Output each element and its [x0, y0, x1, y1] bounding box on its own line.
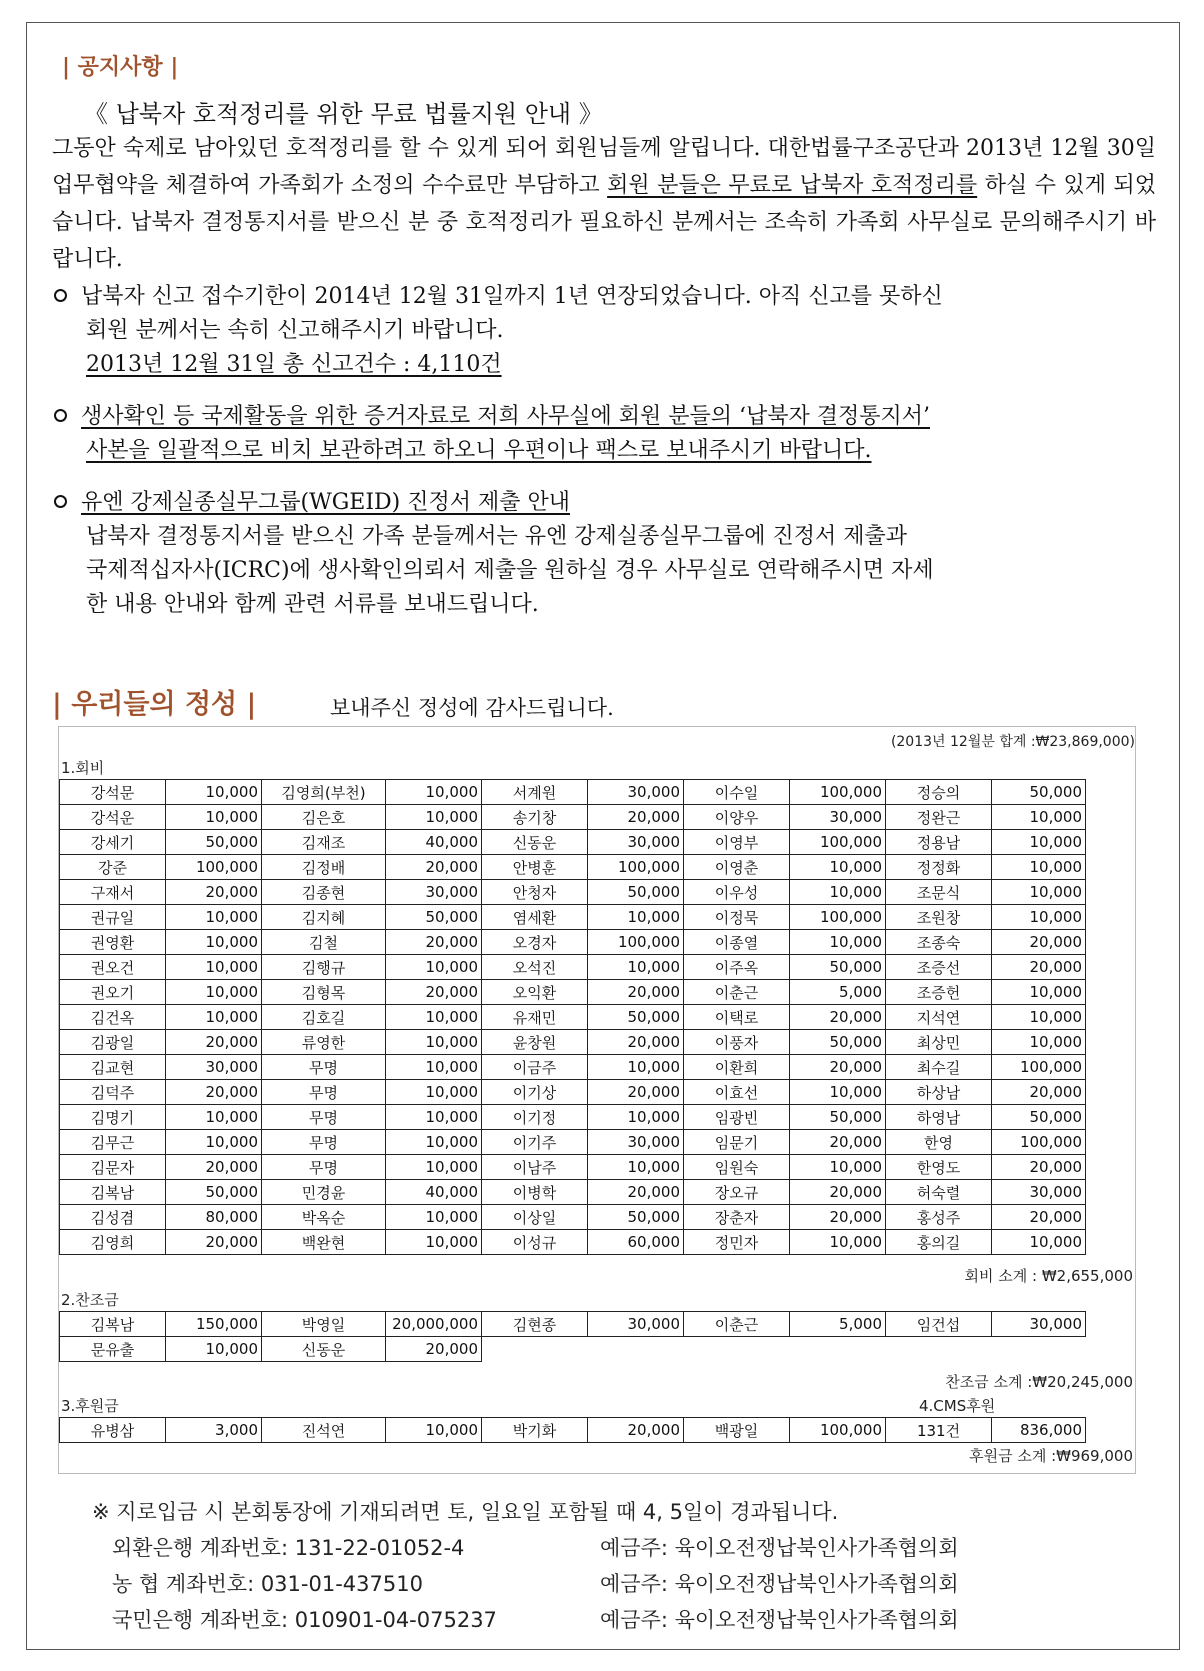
dues-row: [60, 805, 1086, 830]
donor-name: 정민자: [684, 1230, 790, 1255]
donor-name: 염세환: [482, 905, 588, 930]
donation-amount: 30,000: [588, 1130, 684, 1155]
donation-amount: 10,000: [588, 955, 684, 980]
donor-name: 이성규: [482, 1230, 588, 1255]
donation-amount: 10,000: [992, 905, 1086, 930]
donation-amount: 20,000,000: [386, 1312, 482, 1337]
donation-amount: 20,000: [386, 930, 482, 955]
donor-name: 유재민: [482, 1005, 588, 1030]
bank-account-3: 국민은행 계좌번호: 010901-04-075237: [112, 1608, 497, 1632]
donor-name: 윤창원: [482, 1030, 588, 1055]
donation-amount: 150,000: [166, 1312, 262, 1337]
donor-name: 권규일: [60, 905, 166, 930]
empty-cell: [886, 1337, 992, 1362]
donor-name: 강석문: [60, 780, 166, 805]
donation-amount: 10,000: [166, 955, 262, 980]
dues-row: [60, 955, 1086, 980]
donation-amount: 10,000: [386, 805, 482, 830]
donation-amount: 10,000: [386, 1030, 482, 1055]
bullet-3-line-3: 국제적십자사(ICRC)에 생사확인의뢰서 제출을 원하실 경우 사무실로 연락해주시면 자세: [86, 558, 934, 583]
donation-amount: 30,000: [992, 1180, 1086, 1205]
dues-row: [60, 1105, 1086, 1130]
donor-name: 임광빈: [684, 1105, 790, 1130]
donor-name: 구재서: [60, 880, 166, 905]
donor-name: 조종숙: [886, 930, 992, 955]
dues-row: [60, 905, 1086, 930]
donation-amount: 10,000: [386, 1080, 482, 1105]
donation-amount: 3,000: [166, 1418, 262, 1443]
donation-amount: 10,000: [386, 780, 482, 805]
donation-amount: 10,000: [992, 880, 1086, 905]
donation-amount: 30,000: [386, 880, 482, 905]
donation-amount: 5,000: [790, 980, 886, 1005]
bullet-3: [54, 484, 570, 521]
donor-name: 김무근: [60, 1130, 166, 1155]
donor-name: 권오건: [60, 955, 166, 980]
donor-name: 하상남: [886, 1080, 992, 1105]
dues-row: [60, 980, 1086, 1005]
donation-amount: 10,000: [166, 780, 262, 805]
donor-name: 오경자: [482, 930, 588, 955]
donation-amount: 20,000: [992, 1080, 1086, 1105]
dues-row: [60, 1180, 1086, 1205]
donation-amount: 10,000: [166, 980, 262, 1005]
donor-name: 김종현: [262, 880, 386, 905]
donation-amount: 20,000: [588, 980, 684, 1005]
donor-name: 홍성주: [886, 1205, 992, 1230]
intro-text-a: 그동안 숙제로 남아있던 호적정리를 할 수 있게 되어 회원님들께 알립니다. 대한법률구조공단과 2013년 12월 30일 업무협약을 체결하여 가족회가 소정의 수수료만 부담하고: [52, 136, 1156, 198]
circle-bullet-icon: [54, 289, 67, 302]
empty-cell: [684, 1337, 790, 1362]
donation-amount: 10,000: [166, 805, 262, 830]
donation-amount: 50,000: [588, 1005, 684, 1030]
bullet-1-line-3: 2013년 12월 31일 총 신고건수 : 4,110건: [86, 352, 502, 377]
empty-cell: [992, 1337, 1086, 1362]
donor-name: 백완현: [262, 1230, 386, 1255]
donation-amount: 50,000: [166, 1180, 262, 1205]
donation-amount: 10,000: [166, 930, 262, 955]
monthly-total: (2013년 12월분 합계 :₩23,869,000): [890, 734, 1135, 750]
donation-amount: 10,000: [166, 1105, 262, 1130]
donor-name: 김복남: [60, 1312, 166, 1337]
dues-row: [60, 880, 1086, 905]
donation-amount: 100,000: [790, 830, 886, 855]
donation-amount: 10,000: [790, 855, 886, 880]
donation-amount: 40,000: [386, 830, 482, 855]
donation-amount: 10,000: [992, 980, 1086, 1005]
donation-amount: 20,000: [386, 1337, 482, 1362]
donation-amount: 10,000: [386, 1105, 482, 1130]
donor-name: 김철: [262, 930, 386, 955]
donor-name: 정완근: [886, 805, 992, 830]
bullet-3-line-1: 유엔 강제실종실무그룹(WGEID) 진정서 제출 안내: [81, 490, 570, 515]
donation-amount: 20,000: [790, 1005, 886, 1030]
donor-name: 권영환: [60, 930, 166, 955]
donation-amount: 30,000: [790, 805, 886, 830]
dues-row: [60, 830, 1086, 855]
donation-amount: 20,000: [992, 1205, 1086, 1230]
notice-heading: | 공지사항 |: [62, 54, 179, 80]
donor-name: 김영희(부천): [262, 780, 386, 805]
donation-amount: 20,000: [386, 980, 482, 1005]
donation-amount: 20,000: [166, 1230, 262, 1255]
dues-row: [60, 1005, 1086, 1030]
donor-name: 김명기: [60, 1105, 166, 1130]
empty-cell: [482, 1337, 588, 1362]
donation-amount: 100,000: [588, 855, 684, 880]
donation-amount: 10,000: [790, 880, 886, 905]
donation-amount: 10,000: [992, 1005, 1086, 1030]
donation-amount: 50,000: [588, 1205, 684, 1230]
donation-amount: 50,000: [790, 1105, 886, 1130]
donor-name: 이종열: [684, 930, 790, 955]
donation-amount: 10,000: [386, 1005, 482, 1030]
dues-row: [60, 930, 1086, 955]
donor-name: 김은호: [262, 805, 386, 830]
support-subtotal: 후원금 소계 :₩969,000: [969, 1447, 1133, 1465]
donor-name: 장오규: [684, 1180, 790, 1205]
support-label: 3.후원금: [61, 1397, 119, 1415]
donor-name: 박기화: [482, 1418, 588, 1443]
donation-amount: 100,000: [992, 1130, 1086, 1155]
donor-name: 안청자: [482, 880, 588, 905]
donor-name: 무명: [262, 1130, 386, 1155]
intro-text-underlined: 회원 분들은 무료로 납북자 호적정리를: [607, 173, 978, 198]
donation-amount: 30,000: [992, 1312, 1086, 1337]
donor-name: 이영부: [684, 830, 790, 855]
donation-amount: 10,000: [386, 1230, 482, 1255]
donor-name: 131건: [886, 1418, 992, 1443]
dues-row: [60, 780, 1086, 805]
donation-amount: 20,000: [588, 1080, 684, 1105]
bullet-2-line-2: 사본을 일괄적으로 비치 보관하려고 하오니 우편이나 팩스로 보내주시기 바랍니다.: [86, 438, 872, 463]
sponsor-table: [59, 1311, 1086, 1362]
donation-amount: 20,000: [992, 1155, 1086, 1180]
donation-amount: 20,000: [166, 1155, 262, 1180]
donor-name: 강준: [60, 855, 166, 880]
dues-row: [60, 1155, 1086, 1180]
donor-name: 조원창: [886, 905, 992, 930]
donation-amount: 20,000: [992, 955, 1086, 980]
donation-amount: 10,000: [386, 1155, 482, 1180]
donation-amount: 10,000: [386, 1205, 482, 1230]
sponsor-label: 2.찬조금: [61, 1291, 119, 1309]
donor-name: 조증헌: [886, 980, 992, 1005]
dues-row: [60, 1080, 1086, 1105]
donation-amount: 10,000: [588, 1155, 684, 1180]
donor-name: 이영춘: [684, 855, 790, 880]
circle-bullet-icon: [54, 409, 67, 422]
intro-text-b: 하실 수 있게 되었습니다. 납북자 결정통지서를 받으신 분 중 호적정리가 필요하신 분께서는 조속히 가족회 사무실로 문의해주시기 바랍니다.: [52, 173, 1156, 272]
dues-row: [60, 1030, 1086, 1055]
sponsor-row: [60, 1337, 1086, 1362]
donation-amount: 10,000: [588, 1105, 684, 1130]
donation-amount: 20,000: [588, 1180, 684, 1205]
bullet-2: [54, 398, 930, 435]
dues-table: [59, 779, 1086, 1255]
dues-label: 1.회비: [61, 759, 105, 777]
donor-name: 오석진: [482, 955, 588, 980]
donation-amount: 10,000: [992, 805, 1086, 830]
donor-name: 이병학: [482, 1180, 588, 1205]
empty-cell: [790, 1337, 886, 1362]
donor-name: 김정배: [262, 855, 386, 880]
donor-name: 이풍자: [684, 1030, 790, 1055]
donor-name: 장춘자: [684, 1205, 790, 1230]
donation-amount: 10,000: [386, 1055, 482, 1080]
donation-amount: 10,000: [790, 1155, 886, 1180]
donation-amount: 20,000: [992, 930, 1086, 955]
donor-name: 김덕주: [60, 1080, 166, 1105]
donor-name: 김문자: [60, 1155, 166, 1180]
donor-name: 정용남: [886, 830, 992, 855]
donation-amount: 20,000: [790, 1055, 886, 1080]
donor-name: 임문기: [684, 1130, 790, 1155]
donor-name: 김재조: [262, 830, 386, 855]
donor-name: 안병훈: [482, 855, 588, 880]
donation-amount: 10,000: [166, 905, 262, 930]
donor-name: 김광일: [60, 1030, 166, 1055]
donor-name: 최수길: [886, 1055, 992, 1080]
donor-name: 권오기: [60, 980, 166, 1005]
donor-name: 홍의길: [886, 1230, 992, 1255]
sponsor-row: [60, 1312, 1086, 1337]
dues-row: [60, 1055, 1086, 1080]
donation-amount: 100,000: [790, 780, 886, 805]
donation-amount: 5,000: [790, 1312, 886, 1337]
donor-name: 백광일: [684, 1418, 790, 1443]
dues-row: [60, 855, 1086, 880]
support-table: [59, 1417, 1086, 1443]
donation-amount: 20,000: [588, 805, 684, 830]
donor-name: 이춘근: [684, 980, 790, 1005]
donor-name: 이정묵: [684, 905, 790, 930]
donation-amount: 30,000: [588, 830, 684, 855]
donation-amount: 20,000: [588, 1030, 684, 1055]
account-holder-3: 예금주: 육이오전쟁납북인사가족협의회: [600, 1608, 959, 1632]
donor-name: 최상민: [886, 1030, 992, 1055]
donor-name: 조증선: [886, 955, 992, 980]
donation-amount: 50,000: [166, 830, 262, 855]
donor-name: 이효선: [684, 1080, 790, 1105]
bullet-1: [54, 278, 943, 315]
cms-label: 4.CMS후원: [919, 1397, 996, 1415]
donation-amount: 10,000: [386, 955, 482, 980]
donor-name: 김복남: [60, 1180, 166, 1205]
empty-cell: [588, 1337, 684, 1362]
donor-name: 김건옥: [60, 1005, 166, 1030]
donor-name: 신동운: [482, 830, 588, 855]
donor-name: 무명: [262, 1080, 386, 1105]
donor-name: 김성겸: [60, 1205, 166, 1230]
donor-name: 허숙렬: [886, 1180, 992, 1205]
donor-name: 박영일: [262, 1312, 386, 1337]
donor-name: 한영: [886, 1130, 992, 1155]
donation-amount: 100,000: [790, 905, 886, 930]
donor-name: 김행규: [262, 955, 386, 980]
donor-name: 강세기: [60, 830, 166, 855]
donor-name: 이춘근: [684, 1312, 790, 1337]
donation-amount: 100,000: [790, 1418, 886, 1443]
donor-name: 이상일: [482, 1205, 588, 1230]
giro-note: ※ 지로입금 시 본회통장에 기재되려면 토, 일요일 포함될 때 4, 5일이 경과됩니다.: [92, 1500, 839, 1524]
bullet-3-line-2: 납북자 결정통지서를 받으신 가족 분들께서는 유엔 강제실종실무그룹에 진정서 제출과: [86, 524, 908, 549]
donor-name: 김형목: [262, 980, 386, 1005]
donor-name: 하영남: [886, 1105, 992, 1130]
sponsor-subtotal: 찬조금 소계 :₩20,245,000: [945, 1373, 1133, 1391]
donor-name: 이남주: [482, 1155, 588, 1180]
notice-title: 《 납북자 호적정리를 위한 무료 법률지원 안내 》: [84, 100, 603, 128]
donation-amount: 836,000: [992, 1418, 1086, 1443]
donor-name: 이양우: [684, 805, 790, 830]
donation-amount: 50,000: [588, 880, 684, 905]
donation-amount: 50,000: [992, 1105, 1086, 1130]
donation-amount: 100,000: [166, 855, 262, 880]
circle-bullet-icon: [54, 495, 67, 508]
donor-name: 지석연: [886, 1005, 992, 1030]
donor-name: 김호길: [262, 1005, 386, 1030]
donor-name: 진석연: [262, 1418, 386, 1443]
bullet-1-line-2: 회원 분께서는 속히 신고해주시기 바랍니다.: [86, 318, 504, 343]
donation-amount: 20,000: [166, 1030, 262, 1055]
donation-amount: 50,000: [386, 905, 482, 930]
bullet-2-line-1: 생사확인 등 국제활동을 위한 증거자료로 저희 사무실에 회원 분들의 ‘납북자 결정통지서’: [81, 404, 930, 429]
donation-amount: 20,000: [166, 880, 262, 905]
donation-amount: 10,000: [992, 830, 1086, 855]
donation-amount: 30,000: [166, 1055, 262, 1080]
dues-row: [60, 1230, 1086, 1255]
donor-name: 이환희: [684, 1055, 790, 1080]
donation-amount: 10,000: [992, 855, 1086, 880]
dues-row: [60, 1130, 1086, 1155]
donor-name: 이수일: [684, 780, 790, 805]
donor-name: 이택로: [684, 1005, 790, 1030]
donor-name: 박옥순: [262, 1205, 386, 1230]
donation-amount: 10,000: [992, 1030, 1086, 1055]
contrib-heading: | 우리들의 정성 |: [52, 689, 257, 720]
donation-amount: 10,000: [790, 1080, 886, 1105]
donor-name: 송기창: [482, 805, 588, 830]
donor-name: 김교현: [60, 1055, 166, 1080]
donation-amount: 50,000: [790, 1030, 886, 1055]
donor-name: 임원숙: [684, 1155, 790, 1180]
donor-name: 오익환: [482, 980, 588, 1005]
donor-name: 이우성: [684, 880, 790, 905]
donor-name: 정승의: [886, 780, 992, 805]
donor-name: 서계원: [482, 780, 588, 805]
donation-amount: 50,000: [992, 780, 1086, 805]
donor-name: 이금주: [482, 1055, 588, 1080]
support-row: [60, 1418, 1086, 1443]
donor-name: 민경윤: [262, 1180, 386, 1205]
bullet-3-line-4: 한 내용 안내와 함께 관련 서류를 보내드립니다.: [86, 592, 539, 617]
donor-name: 강석운: [60, 805, 166, 830]
contrib-thanks: 보내주신 정성에 감사드립니다.: [330, 696, 614, 720]
donation-amount: 50,000: [790, 955, 886, 980]
donation-amount: 10,000: [992, 1230, 1086, 1255]
donation-amount: 100,000: [588, 930, 684, 955]
donation-amount: 20,000: [790, 1180, 886, 1205]
donation-amount: 20,000: [588, 1418, 684, 1443]
donor-name: 이기정: [482, 1105, 588, 1130]
donor-name: 문유출: [60, 1337, 166, 1362]
bank-account-1: 외환은행 계좌번호: 131-22-01052-4: [112, 1536, 465, 1560]
dues-row: [60, 1205, 1086, 1230]
donor-name: 김영희: [60, 1230, 166, 1255]
donor-name: 정정화: [886, 855, 992, 880]
donor-name: 한영도: [886, 1155, 992, 1180]
donation-amount: 30,000: [588, 1312, 684, 1337]
donor-name: 무명: [262, 1105, 386, 1130]
donor-name: 신동운: [262, 1337, 386, 1362]
donation-amount: 10,000: [790, 930, 886, 955]
donation-amount: 10,000: [166, 1130, 262, 1155]
donor-name: 이기상: [482, 1080, 588, 1105]
account-holder-1: 예금주: 육이오전쟁납북인사가족협의회: [600, 1536, 959, 1560]
dues-subtotal: 회비 소계 : ₩2,655,000: [964, 1267, 1133, 1285]
donation-amount: 10,000: [386, 1418, 482, 1443]
donation-amount: 20,000: [166, 1080, 262, 1105]
donation-amount: 20,000: [790, 1205, 886, 1230]
donor-name: 유병삼: [60, 1418, 166, 1443]
donation-amount: 10,000: [166, 1337, 262, 1362]
account-holder-2: 예금주: 육이오전쟁납북인사가족협의회: [600, 1572, 959, 1596]
donor-name: 무명: [262, 1155, 386, 1180]
donation-amount: 10,000: [386, 1130, 482, 1155]
donor-name: 무명: [262, 1055, 386, 1080]
donor-name: 이기주: [482, 1130, 588, 1155]
donation-amount: 20,000: [790, 1130, 886, 1155]
notice-intro: [52, 130, 1156, 278]
donation-amount: 10,000: [166, 1005, 262, 1030]
donation-amount: 80,000: [166, 1205, 262, 1230]
donor-name: 류영한: [262, 1030, 386, 1055]
donation-amount: 10,000: [790, 1230, 886, 1255]
donor-name: 이주옥: [684, 955, 790, 980]
donation-list: [58, 726, 1136, 1474]
donation-amount: 20,000: [386, 855, 482, 880]
donation-amount: 10,000: [588, 905, 684, 930]
donor-name: 김현종: [482, 1312, 588, 1337]
donor-name: 김지혜: [262, 905, 386, 930]
donor-name: 조문식: [886, 880, 992, 905]
bullet-1-line-1: 납북자 신고 접수기한이 2014년 12월 31일까지 1년 연장되었습니다. 아직 신고를 못하신: [81, 284, 943, 309]
donation-amount: 60,000: [588, 1230, 684, 1255]
donation-amount: 40,000: [386, 1180, 482, 1205]
bank-account-2: 농 협 계좌번호: 031-01-437510: [112, 1572, 423, 1596]
donation-amount: 10,000: [588, 1055, 684, 1080]
donation-amount: 30,000: [588, 780, 684, 805]
donation-amount: 100,000: [992, 1055, 1086, 1080]
donor-name: 임건섭: [886, 1312, 992, 1337]
